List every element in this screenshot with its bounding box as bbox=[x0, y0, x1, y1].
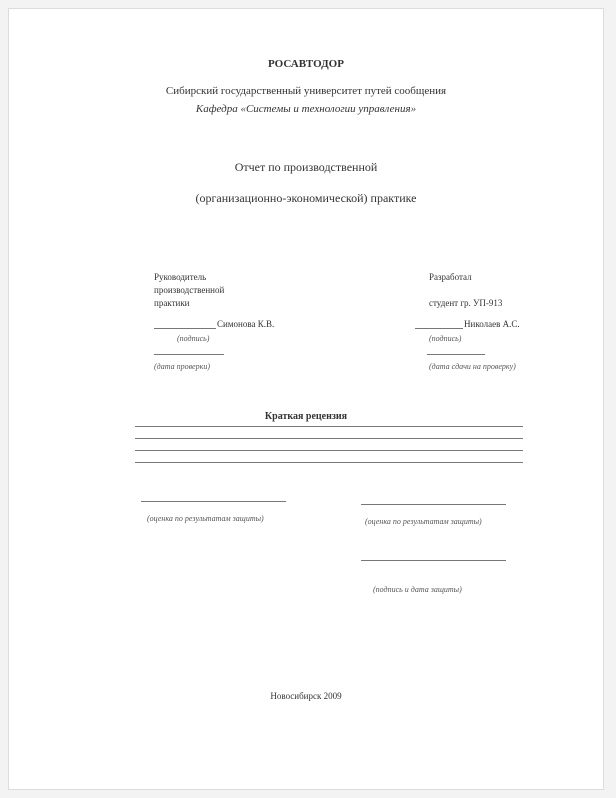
document-page bbox=[8, 8, 604, 790]
grade-right-caption: (оценка по результатам защиты) bbox=[365, 517, 482, 526]
developer-name: Николаев А.С. bbox=[464, 319, 520, 329]
developer-date-caption: (дата сдачи на проверку) bbox=[429, 362, 516, 371]
supervisor-name: Симонова К.В. bbox=[217, 319, 275, 329]
department-name: Кафедра «Системы и технологии управления» bbox=[195, 103, 417, 115]
review-line bbox=[135, 438, 523, 439]
org-name: РОСАВТОДОР bbox=[268, 58, 344, 70]
developer-line2: студент гр. УП-913 bbox=[429, 298, 503, 308]
review-title: Краткая рецензия bbox=[264, 411, 348, 422]
grade-left-caption: (оценка по результатам защиты) bbox=[147, 514, 264, 523]
review-line bbox=[135, 462, 523, 463]
supervisor-line2: производственной bbox=[154, 285, 225, 295]
grade-right-line bbox=[361, 504, 506, 505]
university-name: Сибирский государственный университет путей сообщения bbox=[165, 85, 447, 97]
city-year: Новосибирск 2009 bbox=[270, 691, 342, 701]
report-title-line1: Отчет по производственной bbox=[234, 160, 378, 174]
supervisor-line1: Руководитель bbox=[154, 272, 207, 282]
supervisor-sign-line bbox=[154, 328, 216, 329]
developer-sign-caption: (подпись) bbox=[429, 334, 462, 343]
supervisor-date-caption: (дата проверки) bbox=[154, 362, 211, 371]
developer-sign-line bbox=[415, 328, 463, 329]
developer-line1: Разработал bbox=[429, 272, 472, 282]
developer-label bbox=[429, 271, 502, 310]
supervisor-sign-caption: (подпись) bbox=[177, 334, 210, 343]
supervisor-date-line bbox=[154, 354, 224, 355]
review-line bbox=[135, 450, 523, 451]
defense-sign-caption: (подпись и дата защиты) bbox=[373, 585, 462, 594]
supervisor-line3: практики bbox=[154, 298, 190, 308]
defense-sign-line bbox=[361, 560, 506, 561]
grade-left-line bbox=[141, 501, 286, 502]
review-line bbox=[135, 426, 523, 427]
report-title-line2: (организационно-экономической) практике bbox=[195, 191, 417, 205]
developer-date-line bbox=[427, 354, 485, 355]
supervisor-label bbox=[154, 271, 224, 310]
